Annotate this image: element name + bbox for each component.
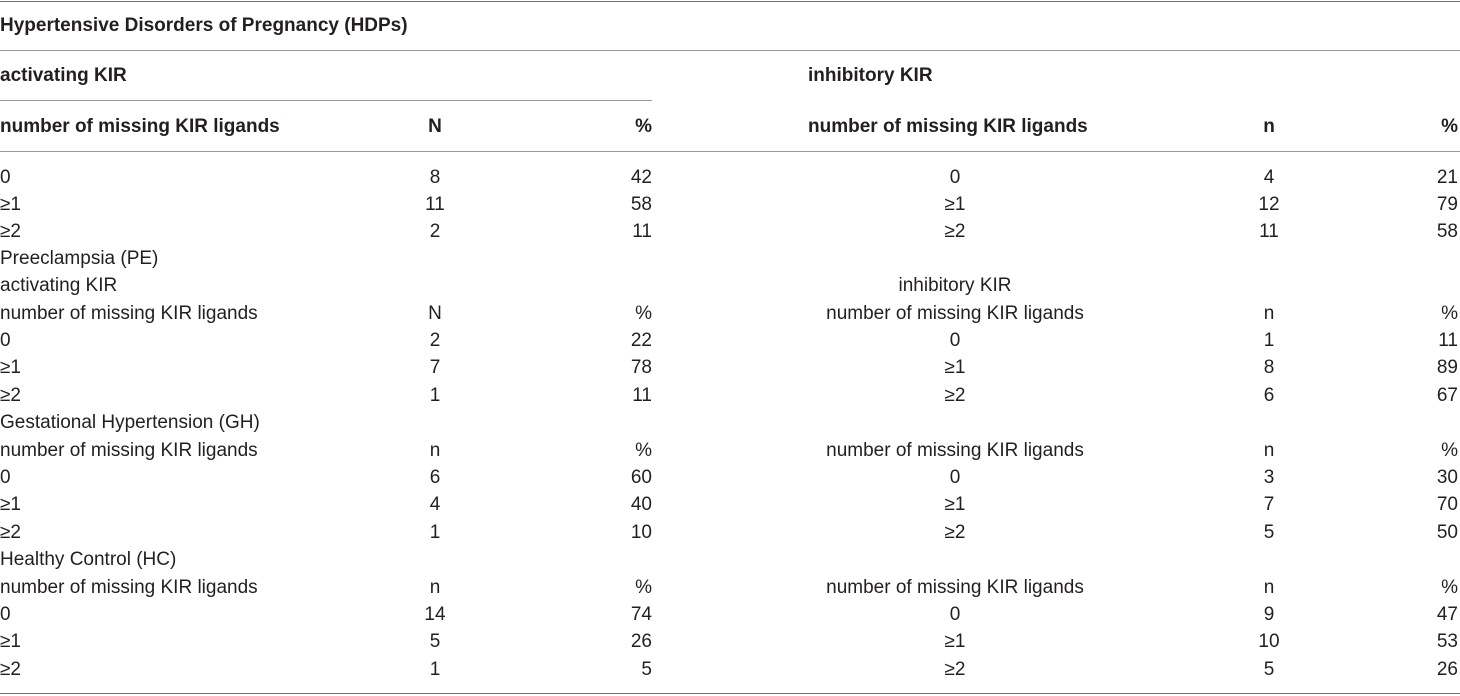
gh-right-n-header: n <box>1263 440 1275 461</box>
right-value: ≥1 <box>944 194 966 215</box>
pe-left-label-header: number of missing KIR ligands <box>0 303 258 324</box>
right-value: ≥2 <box>944 385 966 406</box>
left-value: 0 <box>0 330 11 351</box>
pe-header-row <box>0 302 1460 326</box>
table-row <box>0 220 1460 244</box>
left-value: 0 <box>0 604 11 625</box>
right-value: 0 <box>949 467 961 488</box>
pe-right-pct-header: % <box>1441 303 1458 324</box>
gh-title: Gestational Hypertension (GH) <box>0 412 260 433</box>
right-value: ≥1 <box>944 357 966 378</box>
left-n: 14 <box>424 604 446 625</box>
right-n: 5 <box>1263 522 1275 543</box>
gh-left-label-header: number of missing KIR ligands <box>0 440 258 461</box>
right-n: 4 <box>1263 167 1275 188</box>
hc-title: Healthy Control (HC) <box>0 549 177 570</box>
hc-right-pct-header: % <box>1441 577 1458 598</box>
left-value: ≥2 <box>0 221 21 242</box>
left-pct: 11 <box>632 221 652 242</box>
left-pct: 26 <box>630 631 652 652</box>
left-n: 6 <box>429 467 441 488</box>
left-value: ≥2 <box>0 385 21 406</box>
left-pct: 42 <box>630 167 652 188</box>
right-n: 11 <box>1259 221 1279 242</box>
left-pct: 10 <box>630 522 652 543</box>
right-pct: 79 <box>1436 194 1458 215</box>
hc-left-pct-header: % <box>635 577 652 598</box>
right-value: 0 <box>949 330 961 351</box>
left-pct: 22 <box>630 330 652 351</box>
gh-header-row <box>0 439 1460 463</box>
hc-right-label-header: number of missing KIR ligands <box>826 577 1084 598</box>
left-value: ≥1 <box>0 357 21 378</box>
left-n: 1 <box>429 659 441 680</box>
left-value: ≥2 <box>0 659 21 680</box>
pe-right-label-header: number of missing KIR ligands <box>826 303 1084 324</box>
hdps-right-pct-header: % <box>1441 116 1458 137</box>
table-row <box>0 521 1460 545</box>
table-row <box>0 166 1460 190</box>
pe-activating-label: activating KIR <box>0 275 118 296</box>
right-pct: 70 <box>1436 494 1458 515</box>
right-pct: 53 <box>1436 631 1458 652</box>
hdps-left-n-header: N <box>428 116 442 137</box>
right-pct: 21 <box>1436 167 1458 188</box>
table-row <box>0 329 1460 353</box>
gh-right-label-header: number of missing KIR ligands <box>826 440 1084 461</box>
left-value: 0 <box>0 467 11 488</box>
table-row <box>0 466 1460 490</box>
left-n: 11 <box>425 194 445 215</box>
table-row <box>0 658 1460 682</box>
header-rule <box>0 151 1460 152</box>
right-value: 0 <box>949 167 961 188</box>
bottom-rule <box>0 693 1460 694</box>
hdps-inhibitory-label: inhibitory KIR <box>808 65 933 86</box>
hc-left-n-header: n <box>429 577 441 598</box>
hdps-activating-label: activating KIR <box>0 65 127 86</box>
right-value: ≥2 <box>944 522 966 543</box>
right-n: 1 <box>1263 330 1275 351</box>
gh-left-pct-header: % <box>635 440 652 461</box>
right-pct: 58 <box>1436 221 1458 242</box>
pe-title: Preeclampsia (PE) <box>0 248 159 269</box>
pe-left-n-header: N <box>428 303 442 324</box>
pe-inhibitory-label: inhibitory KIR <box>898 275 1012 296</box>
right-n: 7 <box>1263 494 1275 515</box>
right-n: 3 <box>1263 467 1275 488</box>
right-pct: 30 <box>1436 467 1458 488</box>
right-value: ≥2 <box>944 659 966 680</box>
left-pct: 5 <box>641 659 652 680</box>
table-row <box>0 493 1460 517</box>
right-pct: 11 <box>1438 330 1458 351</box>
activating-rule <box>0 100 652 101</box>
left-n: 1 <box>429 522 441 543</box>
left-value: ≥1 <box>0 494 21 515</box>
left-pct: 60 <box>630 467 652 488</box>
right-value: ≥2 <box>944 221 966 242</box>
left-n: 1 <box>429 385 441 406</box>
left-value: ≥2 <box>0 522 21 543</box>
left-value: 0 <box>0 167 11 188</box>
hc-header-row <box>0 576 1460 600</box>
left-n: 8 <box>429 167 441 188</box>
right-value: ≥1 <box>944 631 966 652</box>
hdps-left-label-header: number of missing KIR ligands <box>0 116 280 137</box>
hc-right-n-header: n <box>1263 577 1275 598</box>
left-pct: 40 <box>630 494 652 515</box>
left-n: 2 <box>429 221 441 242</box>
left-pct: 58 <box>630 194 652 215</box>
top-rule <box>0 1 1460 2</box>
gh-right-pct-header: % <box>1441 440 1458 461</box>
pe-right-n-header: n <box>1263 303 1275 324</box>
hdps-header-row <box>0 115 1460 139</box>
right-n: 10 <box>1258 631 1280 652</box>
hdps-left-pct-header: % <box>635 116 652 137</box>
pe-left-pct-header: % <box>635 303 652 324</box>
right-pct: 47 <box>1436 604 1458 625</box>
right-n: 5 <box>1263 659 1275 680</box>
left-n: 5 <box>429 631 441 652</box>
table-row <box>0 603 1460 627</box>
left-n: 2 <box>429 330 441 351</box>
left-n: 4 <box>429 494 441 515</box>
right-n: 6 <box>1263 385 1275 406</box>
right-n: 9 <box>1263 604 1275 625</box>
right-pct: 89 <box>1436 357 1458 378</box>
table-row <box>0 630 1460 654</box>
hc-left-label-header: number of missing KIR ligands <box>0 577 258 598</box>
left-pct: 11 <box>632 385 652 406</box>
left-value: ≥1 <box>0 194 21 215</box>
left-pct: 78 <box>630 357 652 378</box>
gh-left-n-header: n <box>429 440 441 461</box>
table-row <box>0 384 1460 408</box>
left-n: 7 <box>429 357 441 378</box>
hdps-right-label-header: number of missing KIR ligands <box>808 116 1088 137</box>
title-rule <box>0 50 1460 51</box>
table-row <box>0 356 1460 380</box>
right-value: 0 <box>949 604 961 625</box>
right-pct: 67 <box>1436 385 1458 406</box>
hdps-right-n-header: n <box>1263 116 1275 137</box>
right-n: 8 <box>1263 357 1275 378</box>
right-pct: 26 <box>1436 659 1458 680</box>
right-value: ≥1 <box>944 494 966 515</box>
right-n: 12 <box>1258 194 1280 215</box>
table-row <box>0 193 1460 217</box>
table-title: Hypertensive Disorders of Pregnancy (HDPs) <box>0 15 408 36</box>
left-pct: 74 <box>630 604 652 625</box>
left-value: ≥1 <box>0 631 21 652</box>
right-pct: 50 <box>1436 522 1458 543</box>
